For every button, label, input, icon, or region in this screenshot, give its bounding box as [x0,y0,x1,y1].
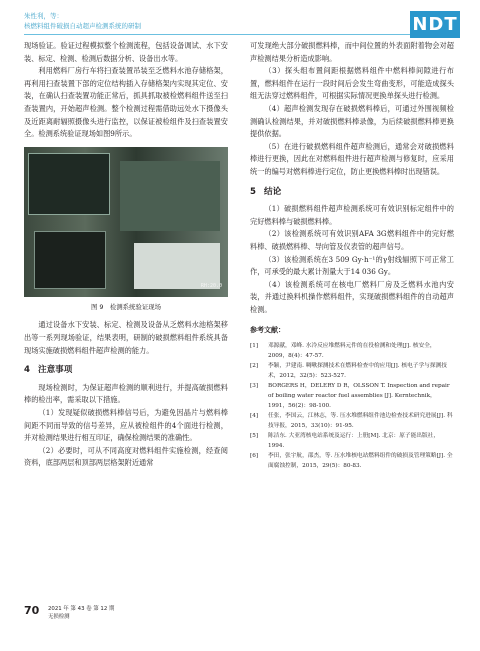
footer-journal: 无损检测 [48,614,70,620]
paragraph: （4）超声检测发现存在破损燃料棒后，可通过外围视频检测确认检测结果，并对破损燃料棒录像，为后续破损燃料棒更换提供依据。 [250,103,454,139]
section-title: 注意事项 [37,365,73,376]
reference-item [250,361,454,381]
reference-number: [2] [250,363,259,370]
paragraph: 可发现绝大部分破损燃料棒，而中间位置的外表面附着物会对超声检测结果分析造成影响。 [250,41,454,63]
paragraph: 利用燃料厂房行车将扫查装置吊装至乏燃料水池存储格架，再利用扫查装置下部的定位结构插入存储格架内实现其定位、安装，在确认扫查装置功能正常后，抓具抓取被检燃料组件送至扫查装置内，开始超声检测。整个检测过程需借助远处水下摄像头及近距离耐辐照摄像头进行监控，以保证被检组件及扫查装置安全。检测系统验证现场如图9所示。 [24,66,228,139]
reference-number: [4] [250,413,259,420]
reference-text: 任张，李国云，江林志，等. 压水堆燃料组件池边检查技术研究进展[J]. 科技导报，2015，33(10)：91-95. [268,413,453,430]
reference-text: 李颖，尹建南. 啁啾探测技术在燃料检查中的应用[J]. 核电子学与探测技术，2012，32(5)：523-527. [268,363,447,380]
reference-number: [5] [250,433,259,440]
reference-number: [3] [250,383,259,390]
paragraph: （2）必要时，可从不同高度对燃料组件实施检测，经查阅资料，底部两层和顶部两层格架附近通常 [24,445,228,468]
running-header-author: 朱性利，等： [24,12,63,20]
reference-text: 陈洁东. 大亚湾核电站系统及运行：上册[M]. 北京：原子能出版社，1994. [268,433,440,450]
page-number: 70 [24,604,40,617]
running-header-title: 核燃料组件破损自动超声检测系统的研制 [24,22,141,30]
paragraph: （2）该检测系统可有效识别AFA 3G燃料组件中的完好燃料棒、破损燃料棒、导向管及仪表管的超声信号。 [250,229,454,251]
section-title: 结论 [263,186,282,197]
paragraph: （3）探头组布置间距根据燃料组件中燃料棒间隙进行布置，燃料组件在运行一段时间后会发生弯曲变形，可能造成探头组无法穿过燃料组件，可根据实际情况更换单探头进行检测。 [250,66,454,101]
reference-item [250,341,454,361]
photo-readout: RH:20.0 [200,283,222,290]
paragraph: （1）发现疑似破损燃料棒信号后，为避免因晶片与燃料棒间距不同而导致的信号差异，应从被检组件的4个面进行检测，并对检测结果进行相互印证，确保检测结果的准确性。 [24,407,228,443]
footer-issue: 2021 年 第 43 卷 第 12 期 [48,606,115,612]
reference-text: 邓源献，邓峰. 水冷反应堆燃料元件的在役检测和处理[J]. 核安全，2009，8(4)：47-57. [268,343,436,360]
photo-panel [120,161,220,231]
paragraph: （3）该检测系统在3 509 Gy·h⁻¹的γ射线辐照下可正常工作，可承受的最大累计剂量大于14 036 Gy。 [250,254,454,277]
paragraph: （1）破损燃料组件超声检测系统可有效识别标定组件中的完好燃料棒与破损燃料棒。 [250,204,454,226]
reference-item [250,451,454,471]
section-number: 4 [24,365,30,376]
paragraph: 现场验证。验证过程模拟整个检测流程，包括设备调试、水下安装、标定、检测、检测后数据分析、设备出水等。 [24,41,228,63]
reference-number: [1] [250,343,259,350]
reference-number: [6] [250,453,259,460]
section-number: 5 [250,186,256,197]
left-column [24,40,228,470]
reference-item [250,411,454,431]
reference-text: 李田，张宇航，邵杰，等. 压水堆核电站燃料组件的破损及管理策略[J]. 全面腐蚀控制，2015，29(5)：80-83. [268,453,453,470]
reference-item [250,431,454,451]
section-heading [24,364,228,377]
header-rule [24,34,410,35]
paragraph: 现场检测时，为保证超声检测的顺利进行，并提高破损燃料棒的检出率，需采取以下措施。 [24,382,228,405]
journal-logo: NDT [410,11,460,38]
paragraph: （4）该检测系统可在核电厂燃料厂房及乏燃料水池内安装，并通过换料机操作燃料组件，实现破损燃料组件的自动超声检测。 [250,279,454,314]
figure-9-photo [24,147,228,297]
section-heading [250,186,454,199]
paragraph: （5）在进行破损燃料组件超声检测后，通常会对破损燃料棒进行更换，因此在对燃料组件进行超声检测与修复时，应采用统一的编号对燃料棒进行定位，防止更换燃料棒时出现错误。 [250,141,454,176]
photo-panel [34,231,106,289]
references-heading: 参考文献： [250,326,285,335]
paragraph: 通过设备水下安装、标定、检测及设备从乏燃料水池格架移出等一系列现场验证，结果表明，研制的破损燃料组件系统具备现场实施破损燃料组件超声检测的能力。 [24,320,228,355]
reference-text: BORGERS H，DELERY D R，OLSSON T. Inspection and repair of boiling water reactor fuel assemblies [J]. Kerntechnik，1991，56(2)：98-100. [268,383,450,410]
photo-panel [28,153,110,215]
figure-caption: 图 9 检测系统验证现场 [90,302,161,311]
right-column [250,40,454,471]
reference-item [250,381,454,411]
